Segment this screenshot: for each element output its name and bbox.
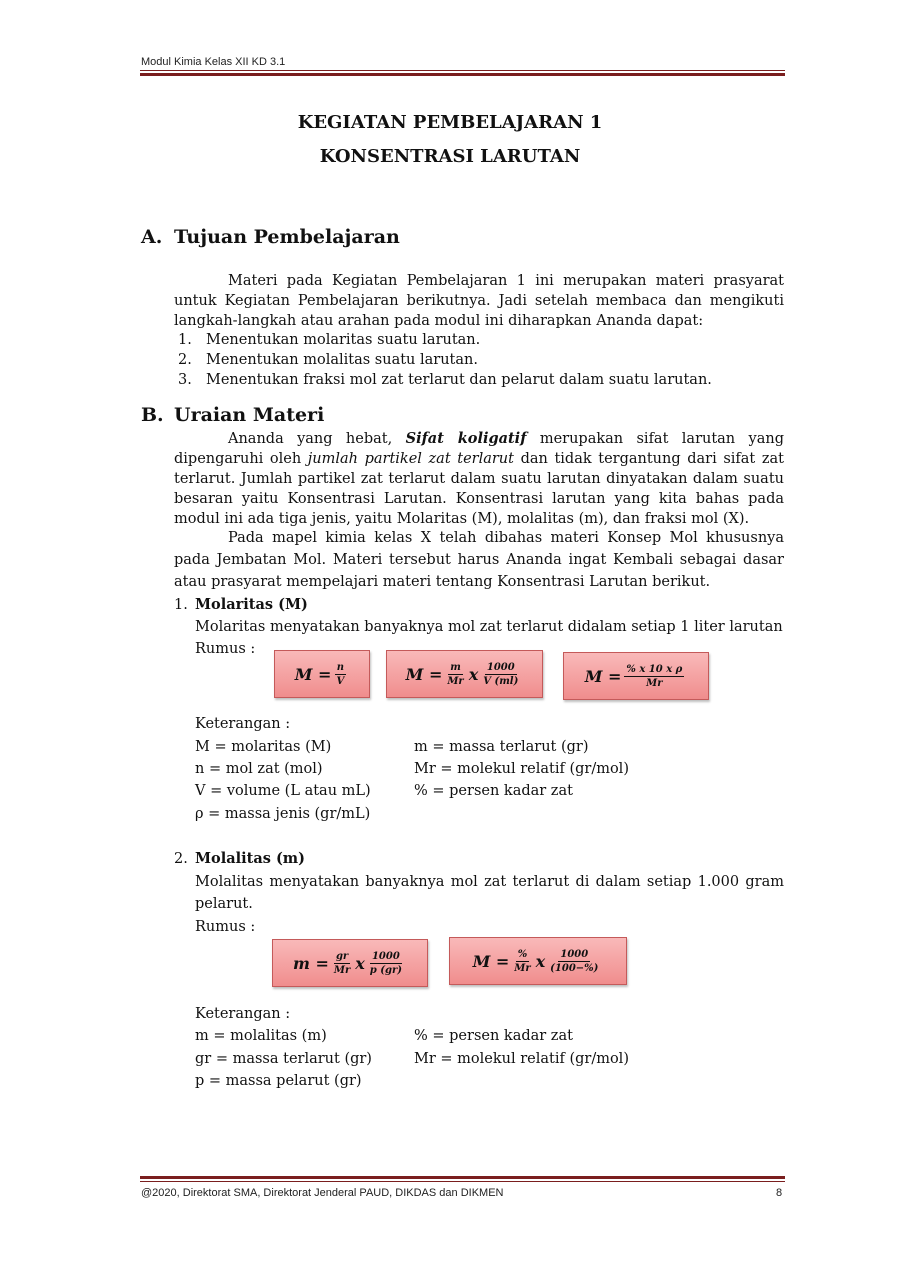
molarity-formula-density: M = $\frac{\text{\% x 10 x ρ}}{Mr}$ (563, 652, 709, 700)
page-subtitle: KONSENTRASI LARUTAN (319, 146, 581, 167)
molarity-formula-basic: M = $\frac{n}{V}$ (274, 650, 370, 698)
footer-copyright: @2020, Direktorat SMA, Direktorat Jenderal PAUD, DIKDAS dan DIKMEN (141, 1187, 504, 1199)
list-item: Menentukan fraksi mol zat terlarut dan pelarut dalam suatu larutan. (206, 372, 712, 388)
legend-item: ρ = massa jenis (gr/mL) (195, 806, 371, 822)
section-b-paragraph-2: Pada mapel kimia kelas X telah dibahas materi Konsep Mol khususnya pada Jembatan Mol. Materi tersebut harus Ananda ingat Kembali sebagai dasar atau prasyarat mempelajari materi tentang Konsentrasi Larutan berikut. (174, 530, 784, 590)
list-item-num: 1. (178, 332, 192, 348)
subsection-num: 1. (174, 597, 188, 613)
legend-item: Mr = molekul relatif (gr/mol) (414, 761, 629, 777)
list-item-num: 3. (178, 372, 192, 388)
rumus-label: Rumus : (195, 641, 256, 657)
legend-item: M = molaritas (M) (195, 739, 332, 755)
legend-item: Mr = molekul relatif (gr/mol) (414, 1051, 629, 1067)
subsection-num: 2. (174, 851, 188, 867)
molaritas-heading: Molaritas (M) (195, 596, 308, 613)
molality-formula-mass: m = $\frac{gr}{Mr}$ x $\frac{1000}{p (gr)}$ (272, 939, 428, 987)
header-rule-thick (140, 73, 785, 76)
legend-item: % = persen kadar zat (414, 783, 573, 799)
rumus-label: Rumus : (195, 919, 256, 935)
section-b-heading: Uraian Materi (174, 404, 325, 426)
list-item: Menentukan molalitas suatu larutan. (206, 352, 478, 368)
section-a-label: A. (141, 226, 163, 248)
section-a-intro: Materi pada Kegiatan Pembelajaran 1 ini merupakan materi prasyarat untuk Kegiatan Pembelajaran berikutnya. Jadi setelah membaca dan mengikuti langkah-langkah atau arahan pada modul ini diharapkan Ananda dapat: (174, 273, 784, 329)
header-rule-thin (140, 70, 785, 71)
legend-item: p = massa pelarut (gr) (195, 1073, 362, 1089)
legend-item: % = persen kadar zat (414, 1028, 573, 1044)
molaritas-description: Molaritas menyatakan banyaknya mol zat terlarut didalam setiap 1 liter larutan (195, 619, 783, 635)
list-item-num: 2. (178, 352, 192, 368)
keterangan-label: Keterangan : (195, 716, 291, 732)
molalitas-heading: Molalitas (m) (195, 850, 306, 867)
page-title: KEGIATAN PEMBELAJARAN 1 (297, 112, 603, 133)
section-b-label: B. (141, 404, 164, 426)
footer-rule-thick (140, 1176, 785, 1179)
legend-item: m = molalitas (m) (195, 1028, 327, 1044)
section-b-paragraph-1: Ananda yang hebat, Sifat koligatif merupakan sifat larutan yang dipengaruhi oleh jumlah partikel zat terlarut dan tidak tergantung dari sifat zat terlarut. Jumlah partikel zat terlarut dalam suatu larutan dinyatakan dalam suatu besaran yaitu Konsentrasi Larutan. Konsentrasi larutan yang kita bahas pada modul ini ada tiga jenis, yaitu Molaritas (M), molalitas (m), dan fraksi mol (X). (174, 430, 784, 527)
list-item: Menentukan molaritas suatu larutan. (206, 332, 481, 348)
running-header: Modul Kimia Kelas XII KD 3.1 (141, 56, 286, 68)
footer-rule-thin (140, 1181, 785, 1182)
legend-item: m = massa terlarut (gr) (414, 739, 589, 755)
molality-formula-percent: M = $\frac{\%}{Mr}$ x $\frac{1000}{(100-\%)}$ (449, 937, 627, 985)
legend-item: n = mol zat (mol) (195, 761, 323, 777)
keterangan-label: Keterangan : (195, 1006, 291, 1022)
legend-item: V = volume (L atau mL) (195, 783, 371, 799)
legend-item: gr = massa terlarut (gr) (195, 1051, 372, 1067)
page-number: 8 (776, 1187, 783, 1199)
molarity-formula-mass: M = $\frac{m}{Mr}$ x $\frac{1000}{V (ml)}$ (386, 650, 543, 698)
molalitas-description: Molalitas menyatakan banyaknya mol zat terlarut di dalam setiap 1.000 gram pelarut. (195, 874, 784, 912)
section-a-heading: Tujuan Pembelajaran (174, 226, 400, 248)
